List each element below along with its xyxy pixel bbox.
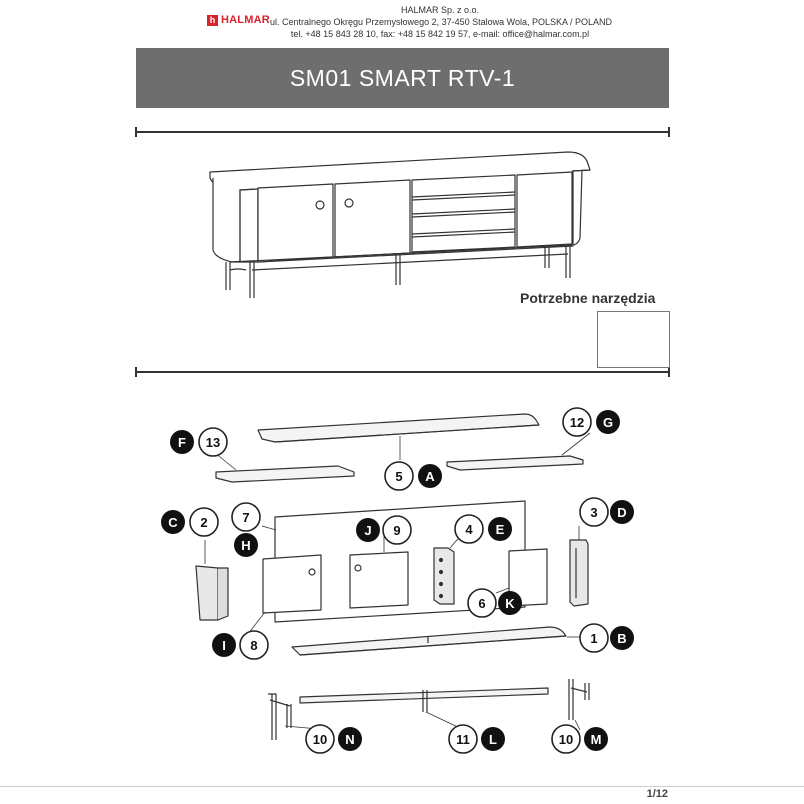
part-letter: G	[602, 415, 614, 430]
part-callout	[385, 462, 442, 490]
part-callout	[580, 624, 634, 652]
part-callout	[449, 725, 505, 753]
part-letter: L	[489, 732, 497, 747]
logo-text: HALMAR	[221, 14, 270, 26]
part-callout	[170, 428, 227, 456]
part-letter: K	[505, 596, 515, 611]
part-number: 13	[205, 435, 221, 450]
tools-label: Potrzebne narzędzia	[520, 290, 656, 306]
part-callout	[232, 503, 260, 557]
part-letter: E	[495, 522, 505, 537]
part-number: 6	[478, 596, 486, 611]
part-letter: H	[241, 538, 251, 553]
part-letter: M	[590, 732, 602, 747]
part-number: 4	[465, 522, 473, 537]
page-number: 1/12	[646, 788, 668, 800]
part-letter: B	[617, 631, 627, 646]
part-letter: J	[364, 523, 372, 538]
part-number: 8	[250, 638, 258, 653]
part-number: 12	[569, 415, 585, 430]
part-callout	[306, 725, 362, 753]
cabinet-illustration	[210, 152, 590, 298]
part-number: 3	[590, 505, 598, 520]
part-callout	[161, 508, 218, 536]
part-letter: F	[178, 435, 186, 450]
page-title: SM01 SMART RTV-1	[289, 64, 516, 91]
part-number: 9	[393, 523, 401, 538]
part-callout	[563, 408, 620, 436]
part-letter: A	[425, 469, 435, 484]
part-number: 2	[200, 515, 208, 530]
part-number: 7	[242, 510, 250, 525]
logo-mark: h	[207, 15, 218, 26]
part-letter: N	[345, 732, 355, 747]
part-number: 5	[395, 469, 403, 484]
part-letter: D	[617, 505, 627, 520]
part-number: 10	[312, 732, 328, 747]
part-number: 10	[558, 732, 574, 747]
tools-box	[597, 311, 670, 368]
part-number: 1	[590, 631, 598, 646]
part-callout	[212, 631, 268, 659]
company-contact: tel. +48 15 843 28 10, fax: +48 15 842 19 57, e-mail: office@halmar.com.pl	[290, 29, 590, 39]
part-letter: I	[222, 638, 226, 653]
company-address: ul. Centralnego Okręgu Przemysłowego 2, 37-450 Stalowa Wola, POLSKA / POLAND	[270, 17, 613, 27]
part-number: 11	[456, 732, 470, 747]
part-letter: C	[168, 515, 178, 530]
part-callout	[580, 498, 634, 526]
company-name: HALMAR Sp. z o.o.	[400, 5, 480, 15]
footer-line	[0, 786, 804, 787]
